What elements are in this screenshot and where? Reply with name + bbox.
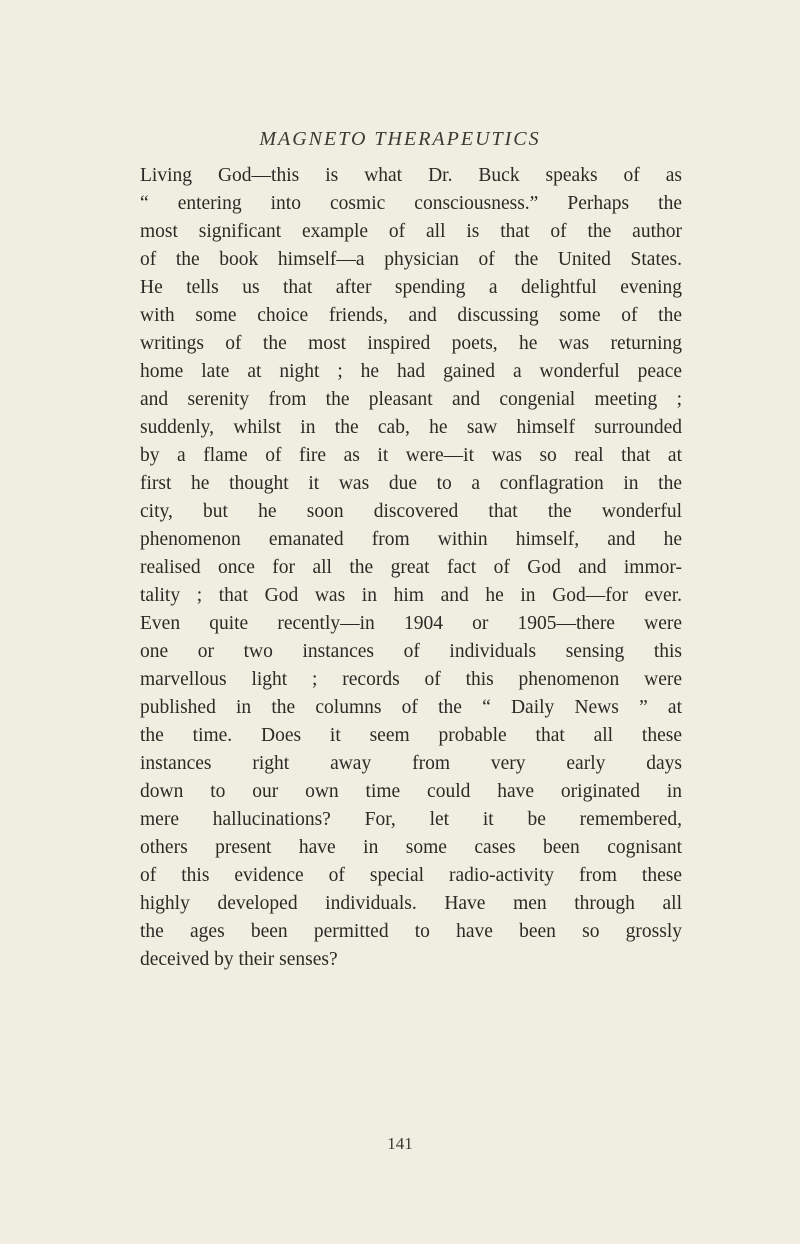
text-line: down to our own time could have originated in — [140, 781, 682, 802]
text-line: He tells us that after spending a delightful evening — [140, 277, 682, 298]
text-line: published in the columns of the “ Daily News ” at — [140, 697, 682, 718]
text-line: one or two instances of individuals sensing this — [140, 641, 682, 662]
text-line: home late at night ; he had gained a wonderful peace — [140, 361, 682, 382]
text-line: suddenly, whilst in the cab, he saw himself surrounded — [140, 417, 682, 438]
text-line: mere hallucinations? For, let it be remembered, — [140, 809, 682, 830]
text-line: tality ; that God was in him and he in God—for ever. — [140, 585, 682, 606]
text-line: by a flame of fire as it were—it was so real that at — [140, 445, 682, 466]
text-line: others present have in some cases been cognisant — [140, 837, 682, 858]
text-line: city, but he soon discovered that the wonderful — [140, 501, 682, 522]
text-line: first he thought it was due to a conflagration in the — [140, 473, 682, 494]
text-line: “ entering into cosmic consciousness.” Perhaps the — [140, 193, 682, 214]
text-line: Even quite recently—in 1904 or 1905—there were — [140, 613, 682, 634]
text-line: phenomenon emanated from within himself, and he — [140, 529, 682, 550]
text-line: marvellous light ; records of this phenomenon were — [140, 669, 682, 690]
text-line: realised once for all the great fact of God and immor- — [140, 557, 682, 578]
body-text — [140, 162, 682, 974]
text-line: and serenity from the pleasant and congenial meeting ; — [140, 389, 682, 410]
text-line: deceived by their senses? — [140, 949, 338, 970]
text-line: the ages been permitted to have been so grossly — [140, 921, 682, 942]
text-line: Living God—this is what Dr. Buck speaks of as — [140, 165, 682, 186]
running-head: MAGNETO THERAPEUTICS — [259, 128, 541, 150]
text-line: instances right away from very early days — [140, 753, 682, 774]
text-line: most significant example of all is that of the author — [140, 221, 682, 242]
text-line: of this evidence of special radio-activity from these — [140, 865, 682, 886]
text-line: of the book himself—a physician of the United States. — [140, 249, 682, 270]
text-line: with some choice friends, and discussing some of the — [140, 305, 682, 326]
text-line: the time. Does it seem probable that all these — [140, 725, 682, 746]
page-number: 141 — [387, 1134, 413, 1153]
text-line: writings of the most inspired poets, he was returning — [140, 333, 682, 354]
text-line: highly developed individuals. Have men through all — [140, 893, 682, 914]
